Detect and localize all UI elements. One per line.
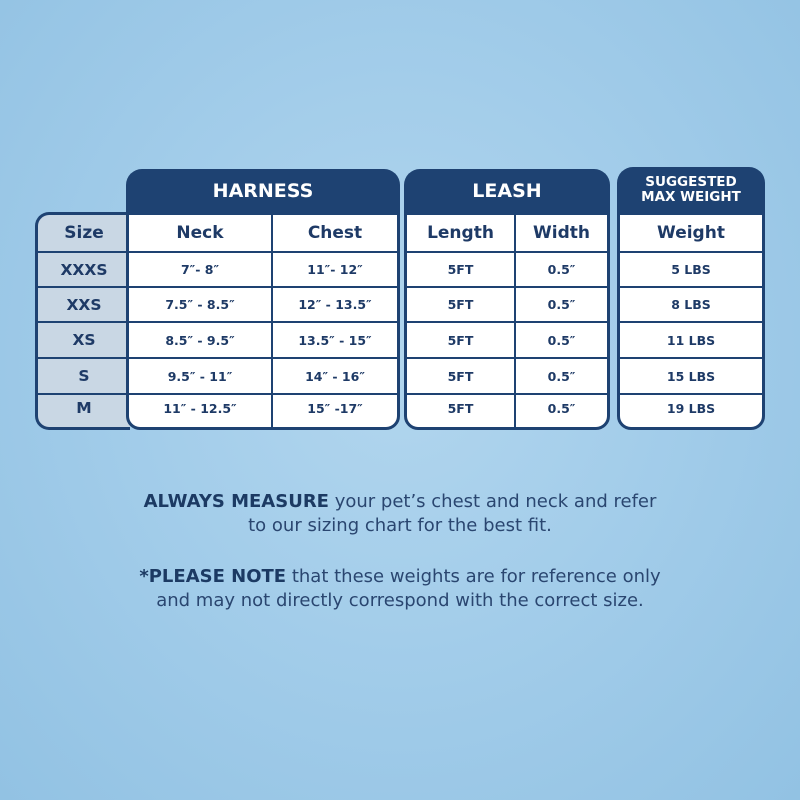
measure-note: [0, 490, 800, 538]
weight-header-line2: MAX WEIGHT: [641, 189, 741, 205]
neck-cell: 7″- 8″: [180, 262, 220, 277]
weight-cell: 5 LBS: [671, 262, 711, 277]
weight-cell: 11 LBS: [666, 332, 716, 348]
width-cell: 0.5″: [547, 262, 576, 277]
harness-panel: [126, 169, 400, 430]
width-header: Width: [533, 223, 590, 243]
size-cell: S: [78, 367, 90, 385]
weight-header-label: Weight: [657, 223, 725, 243]
please-note-bold: *PLEASE NOTE: [139, 566, 287, 587]
chest-cell: 15″ -17″: [307, 400, 363, 416]
leash-table: [404, 212, 610, 430]
please-note: [0, 565, 800, 613]
chest-header: Chest: [307, 223, 363, 243]
weight-cell: 8 LBS: [671, 297, 711, 312]
length-cell: 5FT: [447, 400, 474, 416]
measure-note-line2: to our sizing chart for the best fit.: [248, 515, 552, 536]
please-note-rest: that these weights are for reference only: [286, 566, 661, 587]
size-column: [35, 212, 130, 430]
width-cell: 0.5″: [547, 400, 576, 416]
chest-cell: 14″ - 16″: [305, 368, 365, 384]
harness-header: HARNESS: [126, 169, 400, 213]
leash-header: LEASH: [404, 169, 610, 213]
neck-cell: 8.5″ - 9.5″: [165, 332, 235, 348]
please-note-line2: and may not directly correspond with the correct size.: [156, 590, 644, 611]
weight-panel: [617, 167, 765, 430]
size-cell: XXXS: [60, 260, 108, 279]
chest-cell: 11″- 12″: [307, 262, 363, 277]
length-header: Length: [427, 223, 494, 243]
weight-header: [617, 167, 765, 213]
measure-note-rest: your pet’s chest and neck and refer: [328, 491, 657, 512]
length-cell: 5FT: [447, 262, 474, 277]
size-cell: M: [76, 399, 92, 417]
neck-cell: 11″ - 12.5″: [163, 400, 237, 416]
length-cell: 5FT: [447, 332, 474, 348]
chest-cell: 13.5″ - 15″: [298, 332, 372, 348]
neck-header: Neck: [176, 223, 224, 243]
please-note-line1: [0, 565, 800, 589]
weight-table: [617, 212, 765, 430]
weight-header-line1: SUGGESTED: [645, 174, 737, 191]
measure-note-line1: [0, 490, 800, 514]
neck-cell: 9.5″ - 11″: [167, 368, 233, 384]
size-header: Size: [64, 223, 104, 243]
width-cell: 0.5″: [547, 332, 576, 348]
leash-panel: [404, 169, 610, 430]
chest-cell: 12″ - 13.5″: [298, 297, 372, 312]
harness-table: [126, 212, 400, 430]
weight-cell: 19 LBS: [666, 400, 716, 416]
weight-cell: 15 LBS: [666, 368, 716, 384]
size-cell: XXS: [66, 295, 102, 314]
length-cell: 5FT: [447, 297, 474, 312]
width-cell: 0.5″: [547, 368, 576, 384]
size-cell: XS: [72, 331, 96, 349]
neck-cell: 7.5″ - 8.5″: [165, 297, 235, 312]
measure-note-bold: ALWAYS MEASURE: [143, 491, 329, 512]
width-cell: 0.5″: [547, 297, 576, 312]
length-cell: 5FT: [447, 368, 474, 384]
